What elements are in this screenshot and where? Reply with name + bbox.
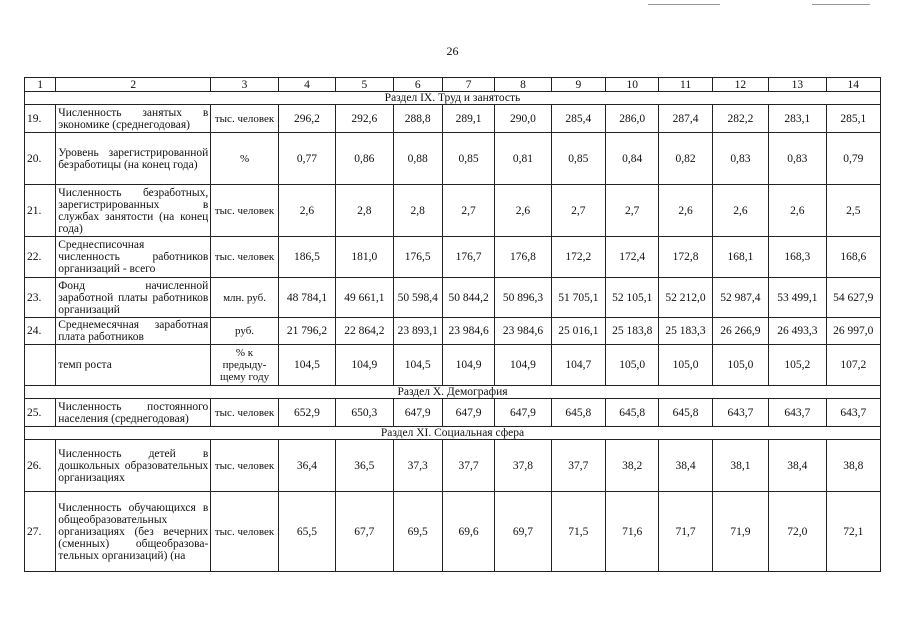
value-cell: 0,84 (606, 133, 659, 185)
value-cell: 282,2 (712, 105, 768, 133)
value-cell: 69,7 (495, 492, 551, 572)
value-cell: 104,7 (551, 345, 605, 386)
value-cell: 286,0 (606, 105, 659, 133)
column-number: 11 (659, 78, 712, 92)
value-cell: 107,2 (826, 345, 880, 386)
table-row (25, 133, 881, 185)
column-number: 3 (211, 78, 278, 92)
unit-cell: тыс. человек (211, 237, 278, 278)
value-cell: 0,83 (769, 133, 826, 185)
value-cell: 104,5 (278, 345, 335, 386)
value-cell: 285,4 (551, 105, 605, 133)
row-number: 24. (25, 318, 56, 345)
value-cell: 21 796,2 (278, 318, 335, 345)
value-cell: 645,8 (606, 399, 659, 427)
unit-cell: тыс. человек (211, 399, 278, 427)
value-cell: 105,0 (712, 345, 768, 386)
column-number: 7 (442, 78, 494, 92)
value-cell: 168,3 (769, 237, 826, 278)
value-cell: 289,1 (442, 105, 494, 133)
value-cell: 647,9 (442, 399, 494, 427)
value-cell: 643,7 (769, 399, 826, 427)
column-number-row (25, 78, 881, 92)
value-cell: 292,6 (336, 105, 393, 133)
value-cell: 23 984,6 (442, 318, 494, 345)
value-cell: 50 896,3 (495, 278, 551, 318)
value-cell: 71,6 (606, 492, 659, 572)
value-cell: 2,7 (606, 185, 659, 237)
section-title: Раздел XI. Социальная сфера (25, 427, 881, 440)
value-cell: 37,7 (551, 440, 605, 492)
value-cell: 172,8 (659, 237, 712, 278)
value-cell: 2,6 (712, 185, 768, 237)
value-cell: 50 844,2 (442, 278, 494, 318)
value-cell: 65,5 (278, 492, 335, 572)
section-header-row (25, 427, 881, 440)
page-number: 26 (446, 44, 459, 58)
value-cell: 176,8 (495, 237, 551, 278)
indicator-name: Фонд начисленной заработной платы работников организаций (56, 278, 211, 318)
indicator-name: Среднесписочная численность работников организаций - всего (56, 237, 211, 278)
value-cell: 0,83 (712, 133, 768, 185)
value-cell: 105,2 (769, 345, 826, 386)
row-number: 25. (25, 399, 56, 427)
value-cell: 37,3 (393, 440, 442, 492)
value-cell: 0,81 (495, 133, 551, 185)
row-number: 27. (25, 492, 56, 572)
value-cell: 650,3 (336, 399, 393, 427)
value-cell: 23 984,6 (495, 318, 551, 345)
value-cell: 104,9 (442, 345, 494, 386)
value-cell: 2,6 (769, 185, 826, 237)
value-cell: 71,5 (551, 492, 605, 572)
value-cell: 23 893,1 (393, 318, 442, 345)
top-rule-left (648, 4, 720, 5)
value-cell: 67,7 (336, 492, 393, 572)
value-cell: 172,2 (551, 237, 605, 278)
value-cell: 285,1 (826, 105, 880, 133)
table-row (25, 105, 881, 133)
value-cell: 0,85 (442, 133, 494, 185)
value-cell: 38,1 (712, 440, 768, 492)
value-cell: 645,8 (659, 399, 712, 427)
column-number: 12 (712, 78, 768, 92)
indicator-name: Уровень зарегистрированной безработицы (на конец года) (56, 133, 211, 185)
value-cell: 168,6 (826, 237, 880, 278)
row-number: 26. (25, 440, 56, 492)
column-number: 6 (393, 78, 442, 92)
value-cell: 2,8 (336, 185, 393, 237)
unit-cell: % к предыду-щему году (211, 345, 278, 386)
value-cell: 71,9 (712, 492, 768, 572)
value-cell: 2,8 (393, 185, 442, 237)
value-cell: 288,8 (393, 105, 442, 133)
table-row (25, 345, 881, 386)
value-cell: 52 987,4 (712, 278, 768, 318)
indicator-name: Численность безработных, зарегистрированных в службах занятости (на конец года) (56, 185, 211, 237)
column-number: 8 (495, 78, 551, 92)
column-number: 5 (336, 78, 393, 92)
value-cell: 168,1 (712, 237, 768, 278)
table-row (25, 318, 881, 345)
column-number: 9 (551, 78, 605, 92)
value-cell: 647,9 (495, 399, 551, 427)
indicator-name: Численность обучающихся в общеобразовательных организациях (без вечерних (сменных) общеобразова-тельных организаций) (на (56, 492, 211, 572)
value-cell: 38,8 (826, 440, 880, 492)
value-cell: 283,1 (769, 105, 826, 133)
value-cell: 22 864,2 (336, 318, 393, 345)
unit-cell: тыс. человек (211, 185, 278, 237)
indicator-name: темп роста (56, 345, 211, 386)
table-row (25, 492, 881, 572)
value-cell: 176,7 (442, 237, 494, 278)
unit-cell: руб. (211, 318, 278, 345)
column-number: 14 (826, 78, 880, 92)
section-title: Раздел X. Демография (25, 386, 881, 399)
value-cell: 105,0 (606, 345, 659, 386)
value-cell: 37,7 (442, 440, 494, 492)
value-cell: 49 661,1 (336, 278, 393, 318)
value-cell: 38,2 (606, 440, 659, 492)
value-cell: 36,5 (336, 440, 393, 492)
value-cell: 50 598,4 (393, 278, 442, 318)
table-row (25, 237, 881, 278)
value-cell: 104,9 (495, 345, 551, 386)
value-cell: 643,7 (826, 399, 880, 427)
value-cell: 25 183,3 (659, 318, 712, 345)
value-cell: 104,5 (393, 345, 442, 386)
value-cell: 2,6 (278, 185, 335, 237)
unit-cell: тыс. человек (211, 492, 278, 572)
column-number: 13 (769, 78, 826, 92)
section-header-row (25, 92, 881, 105)
value-cell: 0,77 (278, 133, 335, 185)
indicator-name: Среднемесячная заработная плата работников (56, 318, 211, 345)
value-cell: 71,7 (659, 492, 712, 572)
row-number: 22. (25, 237, 56, 278)
indicator-name: Численность детей в дошкольных образовательных организациях (56, 440, 211, 492)
top-rule-right (812, 4, 870, 5)
value-cell: 2,7 (551, 185, 605, 237)
column-number: 1 (25, 78, 56, 92)
value-cell: 186,5 (278, 237, 335, 278)
value-cell: 643,7 (712, 399, 768, 427)
unit-cell: млн. руб. (211, 278, 278, 318)
section-header-row (25, 386, 881, 399)
value-cell: 105,0 (659, 345, 712, 386)
value-cell: 54 627,9 (826, 278, 880, 318)
table-row (25, 440, 881, 492)
unit-cell: % (211, 133, 278, 185)
value-cell: 26 493,3 (769, 318, 826, 345)
value-cell: 0,88 (393, 133, 442, 185)
value-cell: 52 212,0 (659, 278, 712, 318)
value-cell: 0,82 (659, 133, 712, 185)
value-cell: 296,2 (278, 105, 335, 133)
value-cell: 72,1 (826, 492, 880, 572)
indicator-name: Численность постоянного населения (среднегодовая) (56, 399, 211, 427)
value-cell: 176,5 (393, 237, 442, 278)
value-cell: 25 183,8 (606, 318, 659, 345)
row-number: 21. (25, 185, 56, 237)
value-cell: 38,4 (659, 440, 712, 492)
value-cell: 172,4 (606, 237, 659, 278)
value-cell: 0,85 (551, 133, 605, 185)
value-cell: 72,0 (769, 492, 826, 572)
unit-cell: тыс. человек (211, 105, 278, 133)
value-cell: 52 105,1 (606, 278, 659, 318)
statistics-table (24, 77, 881, 572)
row-number: 23. (25, 278, 56, 318)
section-title: Раздел IX. Труд и занятость (25, 92, 881, 105)
value-cell: 2,6 (659, 185, 712, 237)
table-row (25, 185, 881, 237)
value-cell: 38,4 (769, 440, 826, 492)
column-number: 4 (278, 78, 335, 92)
value-cell: 36,4 (278, 440, 335, 492)
row-number: 19. (25, 105, 56, 133)
value-cell: 104,9 (336, 345, 393, 386)
value-cell: 0,86 (336, 133, 393, 185)
value-cell: 181,0 (336, 237, 393, 278)
value-cell: 290,0 (495, 105, 551, 133)
column-number: 2 (56, 78, 211, 92)
unit-cell: тыс. человек (211, 440, 278, 492)
value-cell: 2,6 (495, 185, 551, 237)
value-cell: 2,5 (826, 185, 880, 237)
value-cell: 26 266,9 (712, 318, 768, 345)
value-cell: 53 499,1 (769, 278, 826, 318)
column-number: 10 (606, 78, 659, 92)
row-number (25, 345, 56, 386)
table-row (25, 278, 881, 318)
value-cell: 37,8 (495, 440, 551, 492)
value-cell: 26 997,0 (826, 318, 880, 345)
value-cell: 287,4 (659, 105, 712, 133)
value-cell: 645,8 (551, 399, 605, 427)
value-cell: 25 016,1 (551, 318, 605, 345)
table-row (25, 399, 881, 427)
value-cell: 51 705,1 (551, 278, 605, 318)
value-cell: 69,6 (442, 492, 494, 572)
value-cell: 0,79 (826, 133, 880, 185)
row-number: 20. (25, 133, 56, 185)
value-cell: 2,7 (442, 185, 494, 237)
value-cell: 48 784,1 (278, 278, 335, 318)
value-cell: 69,5 (393, 492, 442, 572)
value-cell: 647,9 (393, 399, 442, 427)
value-cell: 652,9 (278, 399, 335, 427)
indicator-name: Численность занятых в экономике (среднегодовая) (56, 105, 211, 133)
